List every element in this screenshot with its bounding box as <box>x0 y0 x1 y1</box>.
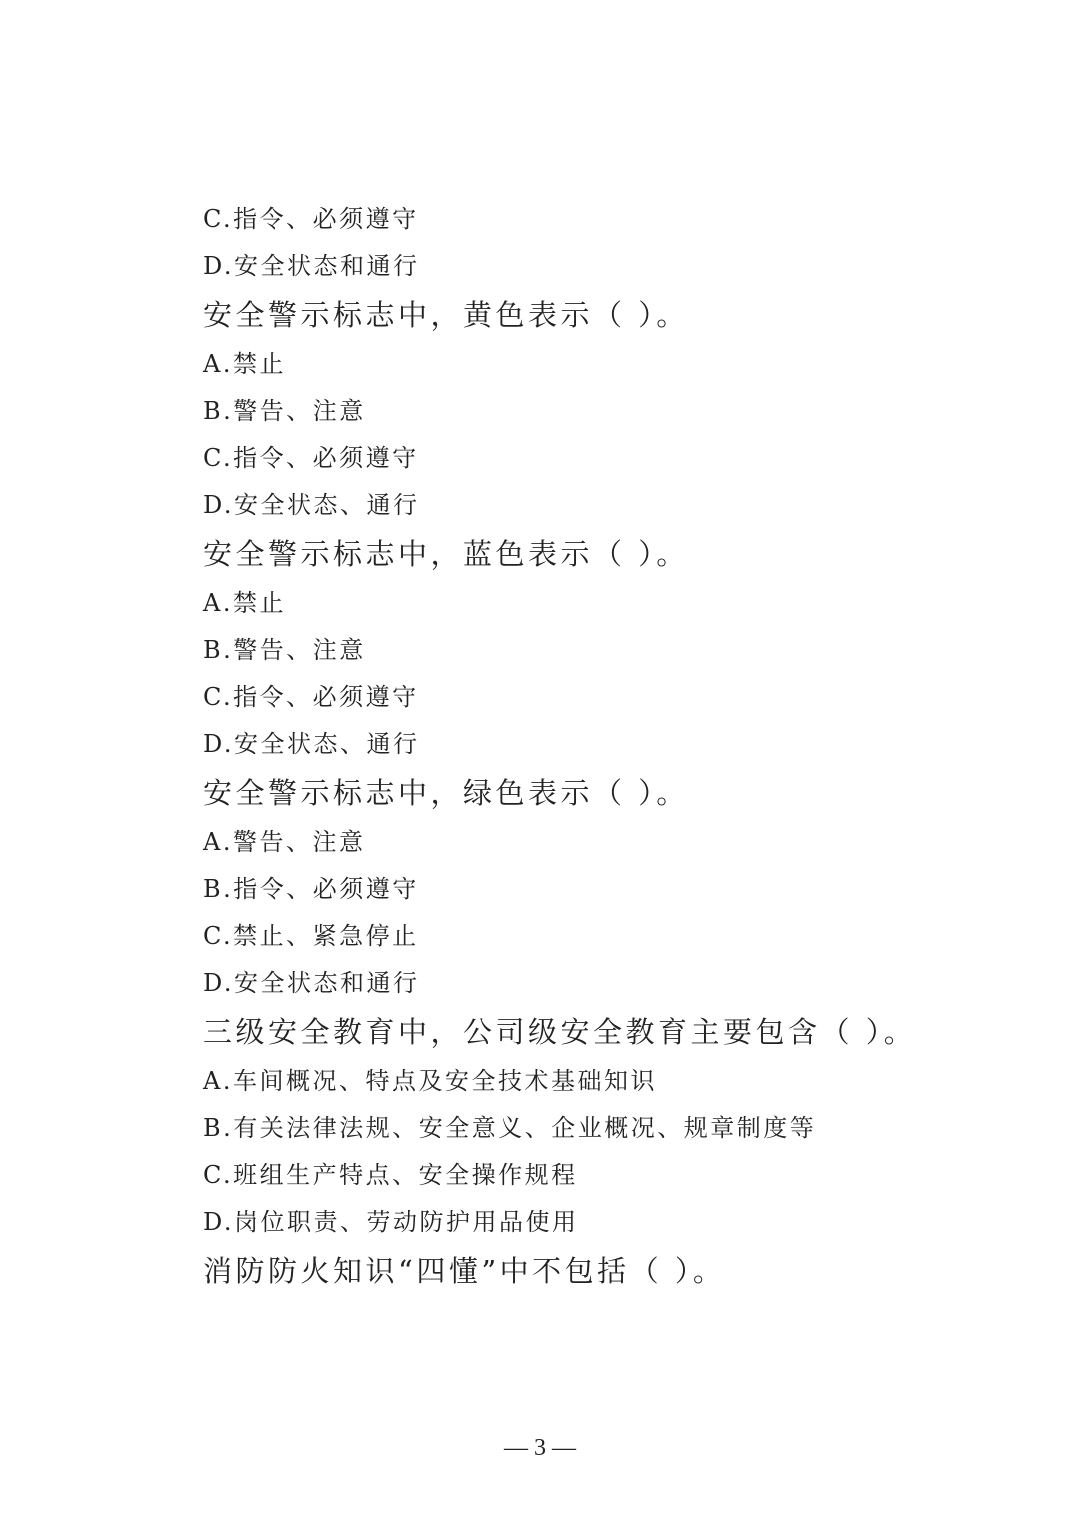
option-line: A.警告、注意 <box>203 828 366 856</box>
question-line: 安全警示标志中，绿色表示（ ）。 <box>203 776 689 810</box>
option-line: B.有关法律法规、安全意义、企业概况、规章制度等 <box>203 1114 817 1142</box>
option-line: D.安全状态、通行 <box>203 491 420 519</box>
question-list <box>203 196 1003 1297</box>
option-line: C.指令、必须遵守 <box>203 683 419 711</box>
option-line: C.指令、必须遵守 <box>203 444 419 472</box>
option-line: A.禁止 <box>203 350 286 378</box>
option-line: A.车间概况、特点及安全技术基础知识 <box>203 1067 657 1095</box>
option-line: C.班组生产特点、安全操作规程 <box>203 1161 578 1189</box>
option-line: A.禁止 <box>203 589 286 617</box>
option-line: D.安全状态和通行 <box>203 969 420 997</box>
question-line: 安全警示标志中，黄色表示（ ）。 <box>203 298 689 332</box>
option-line: C.指令、必须遵守 <box>203 205 419 233</box>
option-line: D.安全状态、通行 <box>203 730 420 758</box>
question-line: 三级安全教育中，公司级安全教育主要包含（ ）。 <box>203 1015 917 1049</box>
option-line: C.禁止、紧急停止 <box>203 922 419 950</box>
option-line: D.安全状态和通行 <box>203 252 420 280</box>
option-line: B.警告、注意 <box>203 636 366 664</box>
question-line: 安全警示标志中，蓝色表示（ ）。 <box>203 537 689 571</box>
page-number: — 3 — <box>504 1435 576 1461</box>
question-line: 消防防火知识“四懂”中不包括（ ）。 <box>203 1254 726 1288</box>
option-line: D.岗位职责、劳动防护用品使用 <box>203 1208 579 1236</box>
option-line: B.警告、注意 <box>203 397 366 425</box>
option-line: B.指令、必须遵守 <box>203 875 419 903</box>
